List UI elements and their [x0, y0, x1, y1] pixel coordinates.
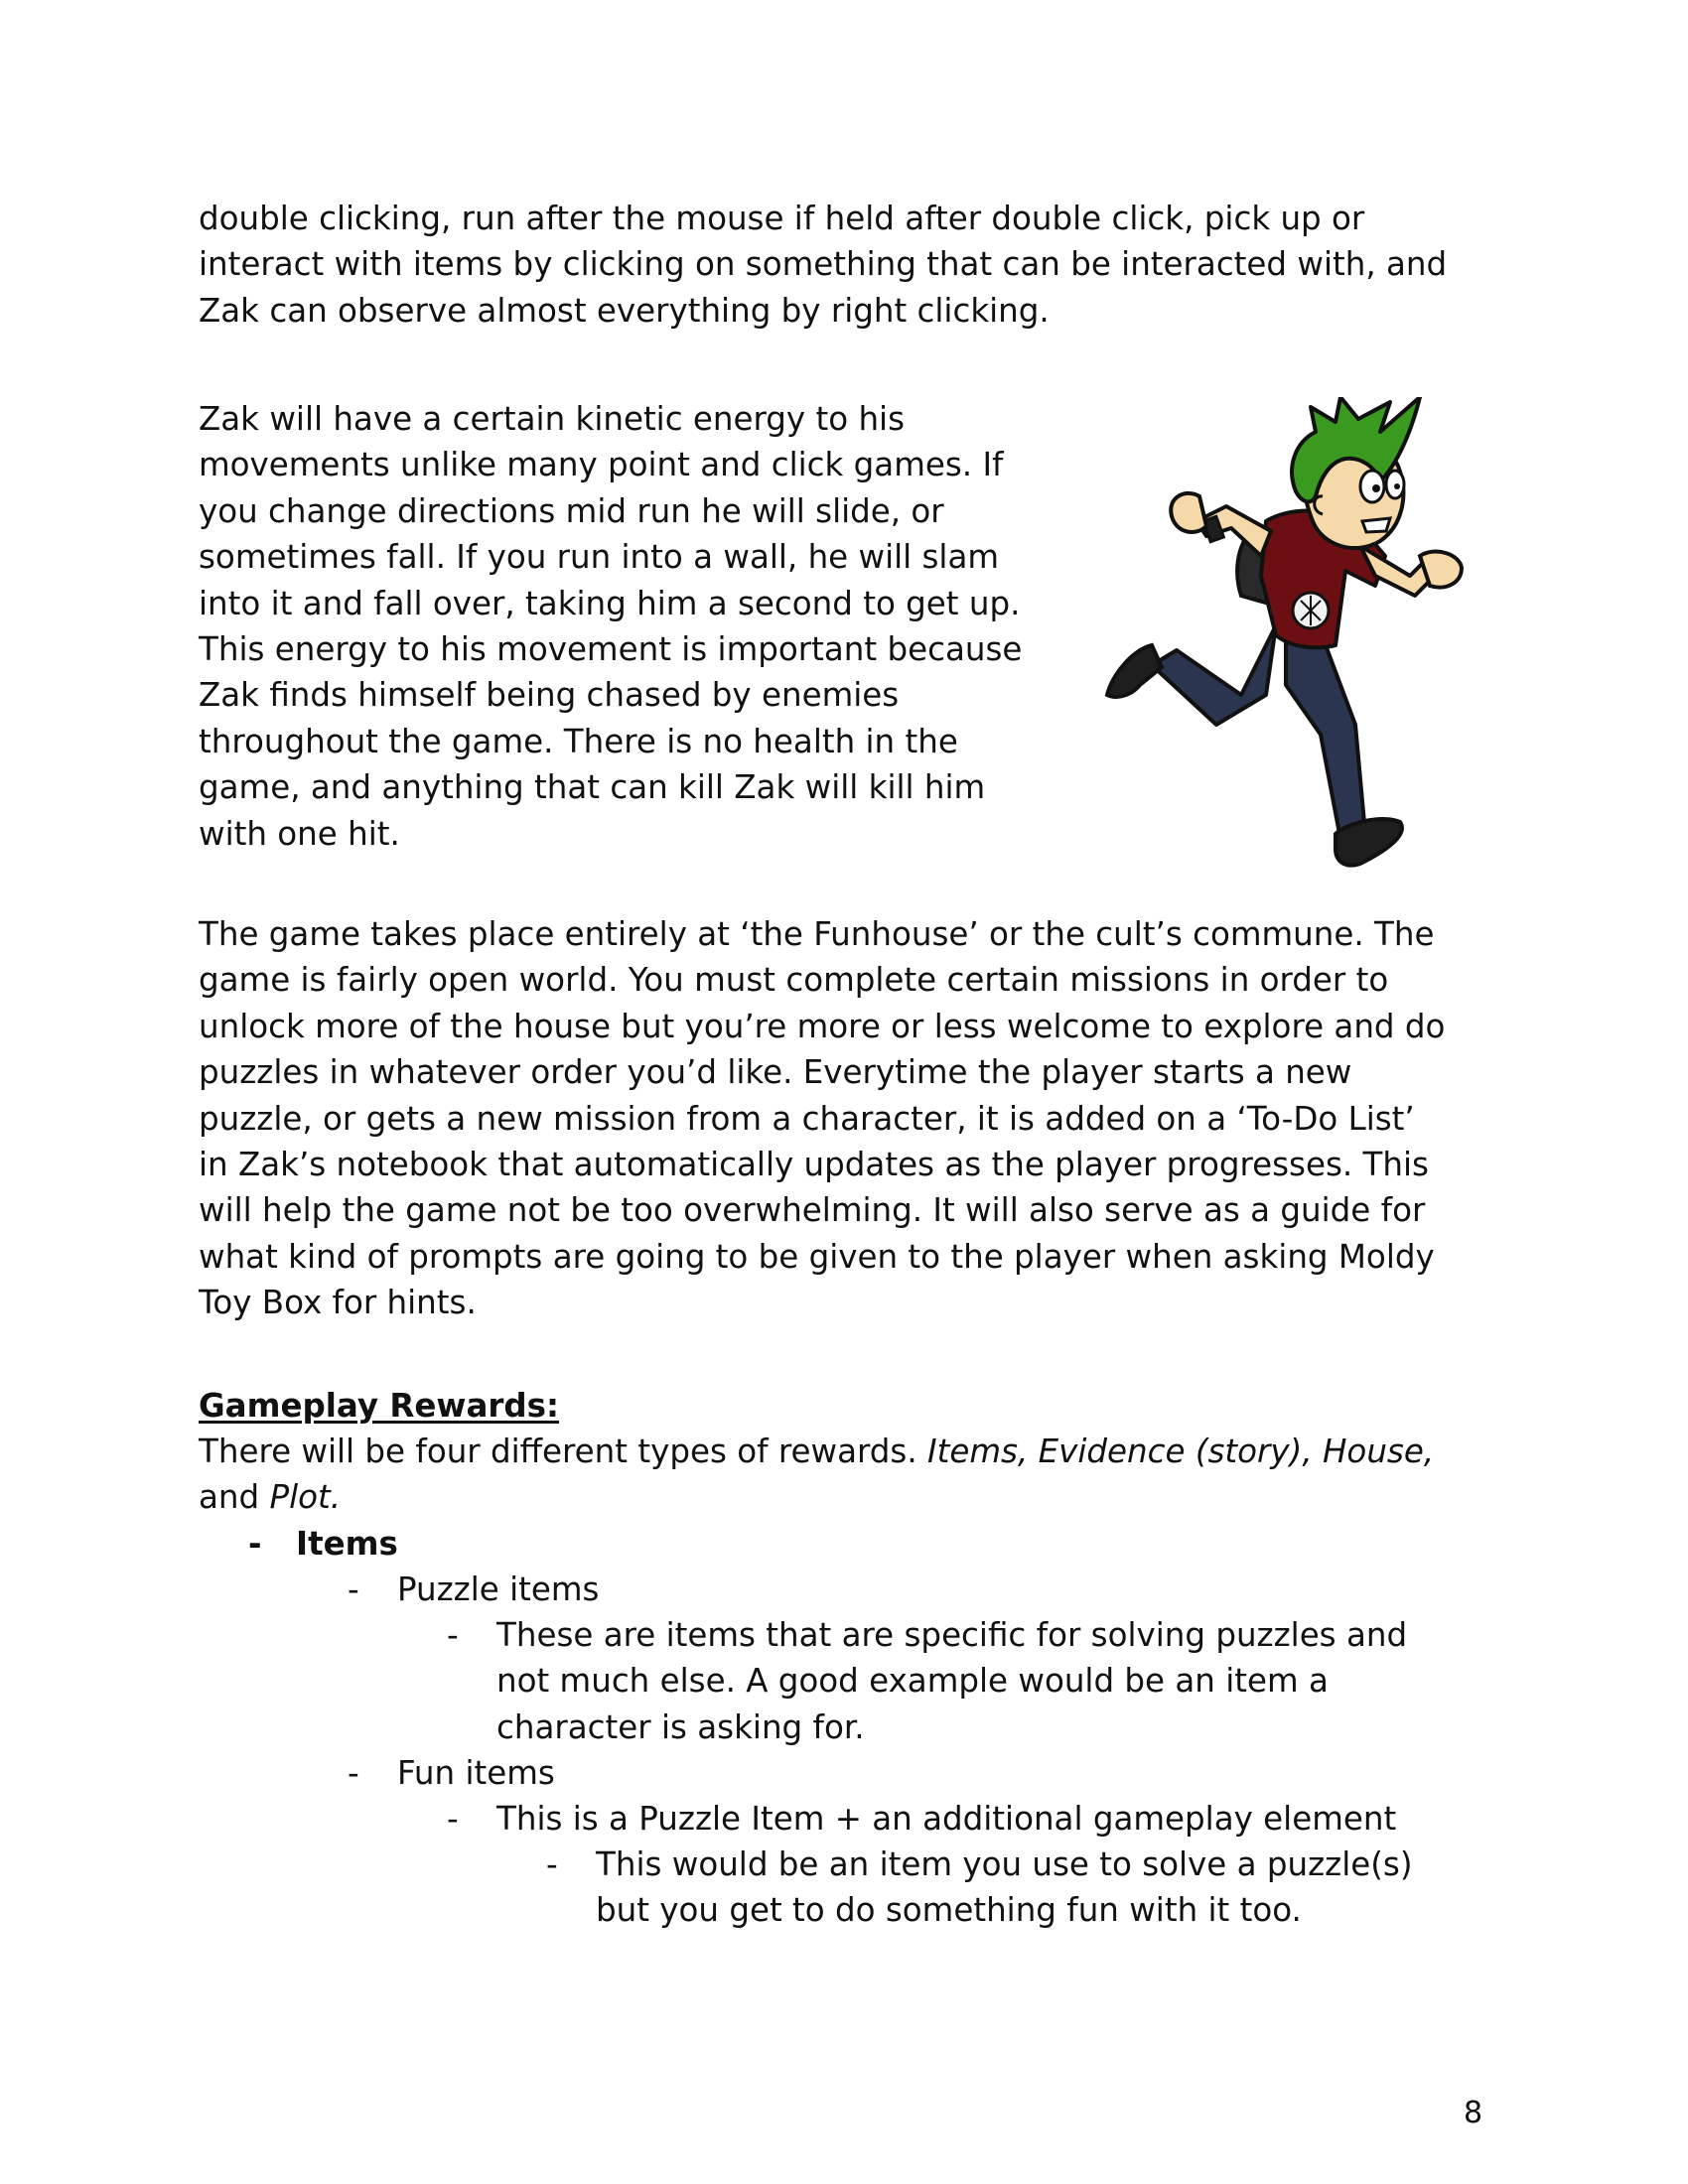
- mouth: [1362, 518, 1390, 532]
- bullet-dash: -: [348, 1570, 359, 1608]
- front-leg: [1286, 635, 1365, 839]
- paragraph-line: The game takes place entirely at ‘the Funhouse’ or the cult’s commune. The: [199, 915, 1435, 953]
- paragraph-line: sometimes fall. If you run into a wall, he will slam: [199, 538, 1000, 577]
- paragraph-line: [199, 1429, 1434, 1474]
- bullet-dash: -: [447, 1800, 459, 1838]
- list-item-text: [496, 1612, 1407, 1750]
- list-item-text: This is a Puzzle Item + an additional gameplay element: [496, 1800, 1397, 1838]
- list-line: These are items that are specific for solving puzzles and: [496, 1616, 1408, 1654]
- paragraph-kinetic-energy: [199, 396, 1022, 857]
- paragraph-line: [199, 1474, 1434, 1520]
- back-fist: [1171, 493, 1206, 532]
- paragraph-line: movements unlike many point and click games. If: [199, 446, 1004, 484]
- paragraph-line: puzzles in whatever order you’d like. Everytime the player starts a new: [199, 1053, 1352, 1092]
- paragraph-line: Zak will have a certain kinetic energy to his: [199, 400, 906, 438]
- list-item-label: Fun items: [397, 1754, 555, 1792]
- paragraph-line: in Zak’s notebook that automatically updates as the player progresses. This: [199, 1146, 1429, 1184]
- paragraph-line: you change directions mid run he will slide, or: [199, 491, 944, 530]
- rewards-types-italic: Items, Evidence (story), House,: [927, 1433, 1435, 1470]
- bullet-dash: -: [546, 1845, 558, 1883]
- rewards-intro: [199, 1429, 1434, 1521]
- zak-running-illustration: [1092, 397, 1509, 884]
- bullet-dash: -: [447, 1616, 459, 1654]
- paragraph-line: into it and fall over, taking him a second to get up.: [199, 584, 1021, 622]
- bullet-dash: -: [348, 1754, 359, 1792]
- list-item-label: Puzzle items: [397, 1570, 600, 1608]
- paragraph-line: with one hit.: [199, 814, 400, 853]
- paragraph-line: throughout the game. There is no health in the: [199, 722, 958, 760]
- list-line: not much else. A good example would be an item a: [496, 1662, 1329, 1701]
- list-line: but you get to do something fun with it too.: [596, 1891, 1302, 1930]
- paragraph-funhouse: [199, 911, 1445, 1326]
- paragraph-line: game is fairly open world. You must complete certain missions in order to: [199, 961, 1389, 1000]
- paragraph-line: unlock more of the house but you’re more or less welcome to explore and do: [199, 1007, 1446, 1045]
- paragraph-line: what kind of prompts are going to be given to the player when asking Moldy: [199, 1237, 1435, 1276]
- paragraph-line: game, and anything that can kill Zak will kill him: [199, 768, 986, 807]
- back-shoe: [1107, 645, 1162, 697]
- list-item-label: Items: [296, 1525, 398, 1563]
- section-heading-gameplay-rewards: Gameplay Rewards:: [199, 1387, 560, 1425]
- paragraph-line: Zak can observe almost everything by right clicking.: [199, 291, 1050, 330]
- page-number: 8: [1464, 2096, 1483, 2130]
- paragraph-line: Zak finds himself being chased by enemies: [199, 676, 900, 715]
- paragraph-line: double clicking, run after the mouse if held after double click, pick up or: [199, 200, 1365, 237]
- paragraph-line: Toy Box for hints.: [199, 1284, 477, 1322]
- front-shoe: [1336, 819, 1402, 866]
- paragraph-line: will help the game not be too overwhelming. It will also serve as a guide for: [199, 1191, 1426, 1230]
- rewards-plot-italic: Plot.: [269, 1478, 342, 1517]
- paragraph-line: puzzle, or gets a new mission from a character, it is added on a ‘To-Do List’: [199, 1099, 1415, 1138]
- rewards-intro-prefix: There will be four different types of rewards.: [199, 1433, 928, 1470]
- ear: [1315, 496, 1323, 514]
- list-item-text: [596, 1842, 1413, 1934]
- paragraph-line: interact with items by clicking on something that can be interacted with, and: [199, 245, 1448, 284]
- paragraph-controls: [199, 196, 1447, 334]
- paragraph-line: This energy to his movement is important because: [199, 630, 1023, 669]
- rewards-and-word: and: [199, 1478, 270, 1517]
- list-line: This would be an item you use to solve a puzzle(s): [596, 1845, 1413, 1883]
- eye-left: [1360, 471, 1384, 502]
- bullet-dash: -: [248, 1525, 262, 1563]
- list-line: character is asking for.: [496, 1707, 865, 1746]
- back-leg: [1152, 625, 1276, 725]
